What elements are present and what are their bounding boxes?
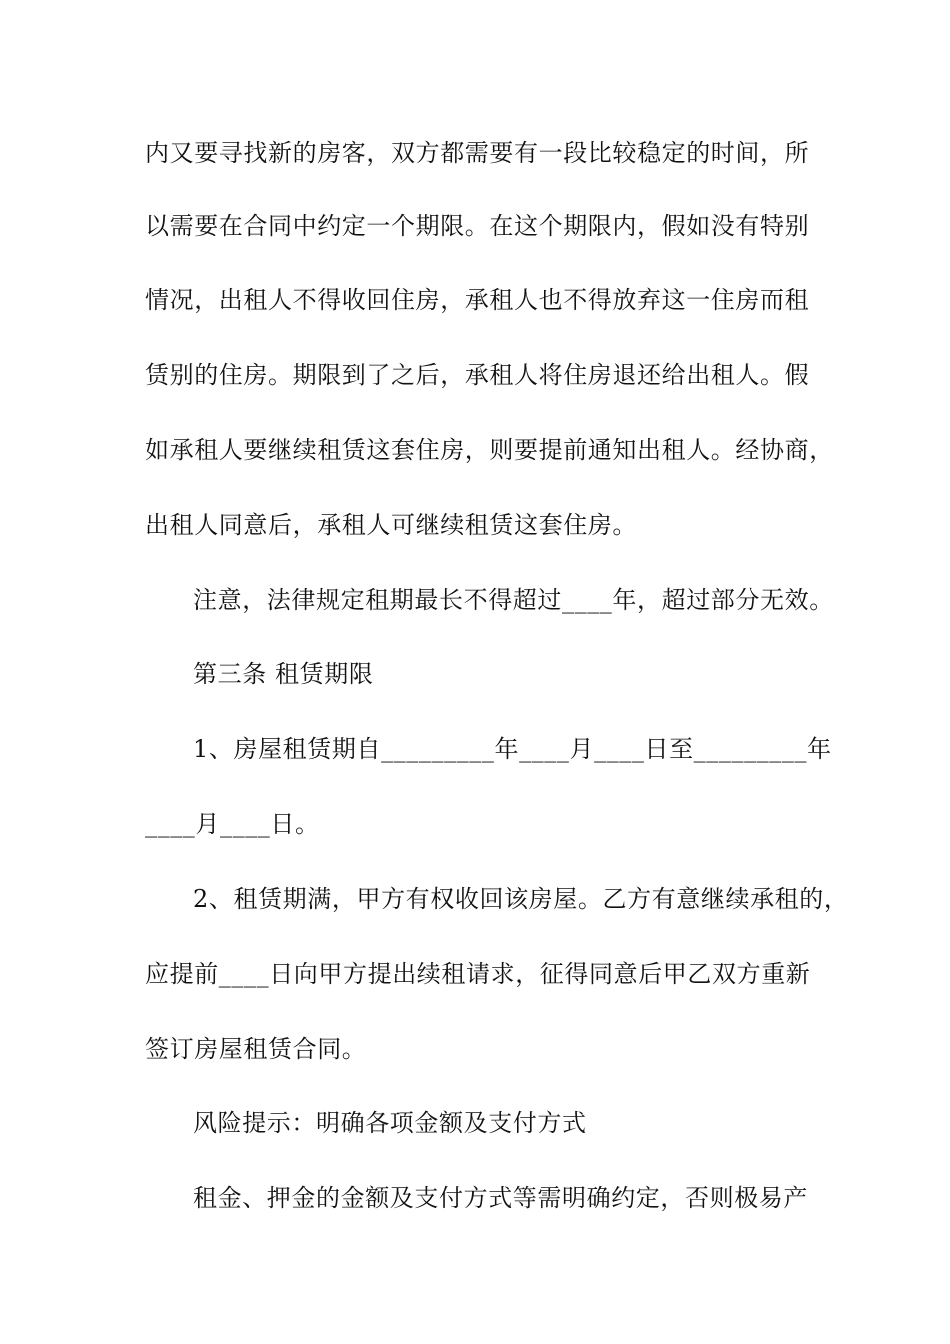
clause-line: 签订房屋租赁合同。 [145,1035,367,1063]
clause-line: 应提前____日向甲方提出续租请求，征得同意后甲乙双方重新 [145,960,811,988]
clause-line: 2、租赁期满，甲方有权收回该房屋。乙方有意继续承租的， [193,885,849,913]
paragraph-line: 内又要寻找新的房客，双方都需要有一段比较稳定的时间，所 [145,139,810,167]
paragraph-line: 情况，出租人不得收回住房，承租人也不得放弃这一住房而租 [145,286,810,314]
paragraph-line: 出租人同意后，承租人可继续租赁这套住房。 [145,511,637,539]
section-heading: 第三条 租赁期限 [193,660,374,688]
note-line: 注意，法律规定租期最长不得超过____年，超过部分无效。 [193,586,834,614]
paragraph-line: 赁别的住房。期限到了之后，承租人将住房退还给出租人。假 [145,361,810,389]
risk-heading: 风险提示：明确各项金额及支付方式 [193,1109,587,1137]
clause-line: ____月____日。 [145,810,320,838]
paragraph-line: 如承租人要继续租赁这套住房，则要提前通知出租人。经协商， [145,436,834,464]
paragraph-line: 租金、押金的金额及支付方式等需明确约定，否则极易产 [193,1184,808,1212]
clause-line: 1、房屋租赁期自_________年____月____日至_________年 [193,735,832,763]
paragraph-line: 以需要在合同中约定一个期限。在这个期限内，假如没有特别 [145,212,810,240]
